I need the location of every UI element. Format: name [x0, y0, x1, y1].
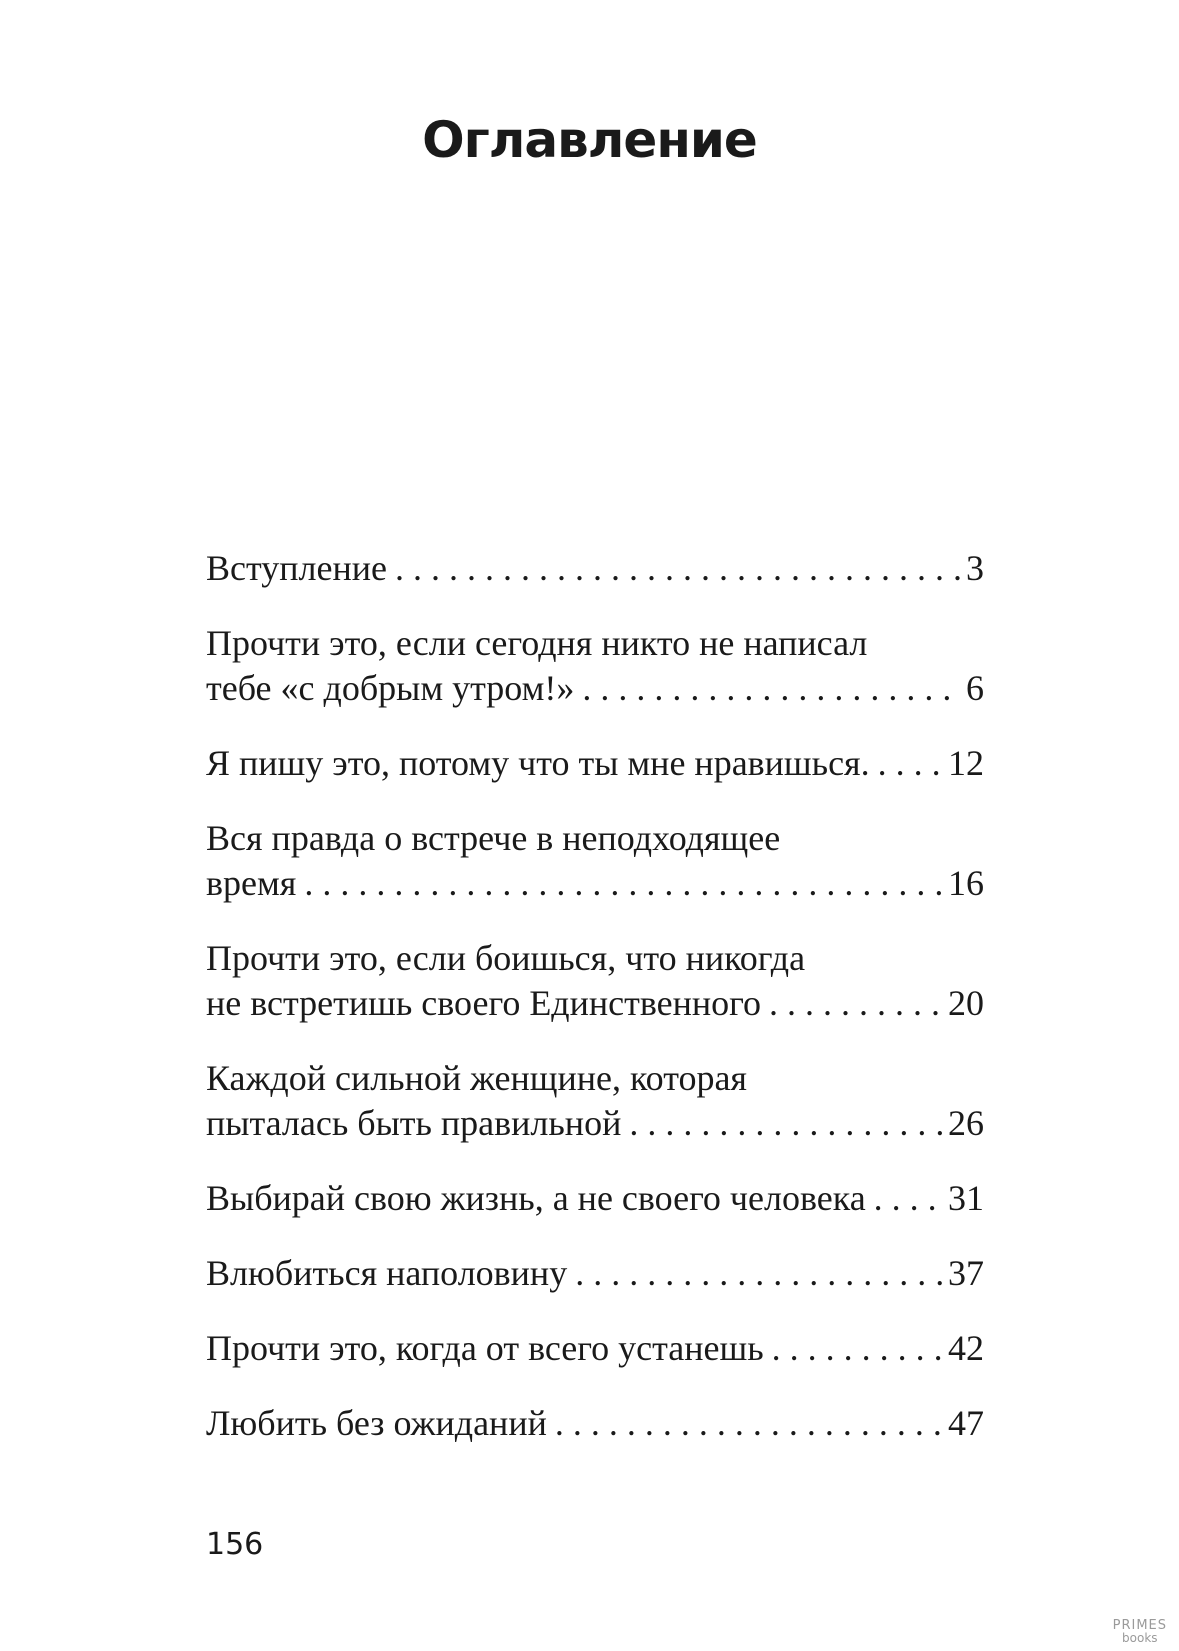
- toc-entry-title: Вступление: [206, 548, 387, 588]
- toc-leader-dots: [772, 1326, 944, 1371]
- toc-entry[interactable]: [206, 816, 984, 906]
- toc-line: [206, 666, 984, 711]
- toc-leader-dots: [874, 1176, 944, 1221]
- toc-page-number: 42: [948, 1328, 984, 1368]
- toc-entry-title: Каждой сильной женщине, которая: [206, 1058, 747, 1098]
- toc-entry[interactable]: [206, 546, 984, 591]
- toc-line: [206, 936, 984, 981]
- toc-page-number: 20: [948, 983, 984, 1023]
- toc-page-number: 47: [948, 1403, 984, 1443]
- toc-line: [206, 816, 984, 861]
- toc-entry-title: Прочти это, когда от всего устанешь: [206, 1328, 764, 1368]
- toc-line: [206, 546, 984, 591]
- toc-line: [206, 1176, 984, 1221]
- watermark: [1113, 1619, 1167, 1645]
- toc-page-number: 12: [948, 743, 984, 783]
- toc-entry[interactable]: [206, 1176, 984, 1221]
- toc-leader-dots: [575, 1251, 944, 1296]
- toc-entry-title: Вся правда о встрече в неподходящее: [206, 818, 781, 858]
- toc-entry[interactable]: [206, 1056, 984, 1146]
- toc-entry[interactable]: [206, 741, 984, 786]
- watermark-line-1: PRIMES: [1112, 1618, 1167, 1633]
- toc-line: [206, 1251, 984, 1296]
- toc-page-number: 26: [948, 1103, 984, 1143]
- toc-entry[interactable]: [206, 1401, 984, 1446]
- toc-page-number: 31: [948, 1178, 984, 1218]
- toc-entry[interactable]: [206, 621, 984, 711]
- toc-page-number: 37: [948, 1253, 984, 1293]
- toc-leader-dots: [555, 1401, 944, 1446]
- toc-page-number: 6: [966, 668, 984, 708]
- toc-line: [206, 981, 984, 1026]
- toc-entry-title: Прочти это, если сегодня никто не написал: [206, 623, 868, 663]
- toc-entry[interactable]: [206, 936, 984, 1026]
- toc-leader-dots: [629, 1101, 944, 1146]
- toc-leader-dots: [878, 741, 944, 786]
- toc-page-number: 16: [948, 863, 984, 903]
- toc-entry-title: Выбирай свою жизнь, а не своего человека: [206, 1178, 866, 1218]
- toc-entry[interactable]: [206, 1326, 984, 1371]
- toc-entry-title: не встретишь своего Единственного: [206, 983, 762, 1023]
- toc-entry-title: пыталась быть правильной: [206, 1103, 622, 1143]
- toc-entry-title: Любить без ожиданий: [206, 1403, 547, 1443]
- page-number: 156: [206, 1527, 264, 1562]
- page-title: Оглавление: [422, 111, 757, 169]
- toc-line: [206, 1101, 984, 1146]
- toc-entry-title: тебе «с добрым утром!»: [206, 668, 575, 708]
- toc-leader-dots: [304, 861, 944, 906]
- toc-leader-dots: [395, 546, 962, 591]
- table-of-contents: [206, 546, 984, 1476]
- toc-entry-title: Прочти это, если боишься, что никогда: [206, 938, 806, 978]
- toc-entry[interactable]: [206, 1251, 984, 1296]
- toc-line: [206, 1326, 984, 1371]
- toc-leader-dots: [582, 666, 962, 711]
- watermark-line-2: books: [1122, 1631, 1158, 1645]
- toc-entry-title: Я пишу это, потому что ты мне нравишься.: [206, 743, 870, 783]
- toc-line: [206, 1401, 984, 1446]
- toc-entry-title: время: [206, 863, 297, 903]
- toc-line: [206, 861, 984, 906]
- toc-line: [206, 1056, 984, 1101]
- toc-leader-dots: [769, 981, 944, 1026]
- toc-entry-title: Влюбиться наполовину: [206, 1253, 568, 1293]
- toc-line: [206, 741, 984, 786]
- toc-line: [206, 621, 984, 666]
- toc-page-number: 3: [966, 548, 984, 588]
